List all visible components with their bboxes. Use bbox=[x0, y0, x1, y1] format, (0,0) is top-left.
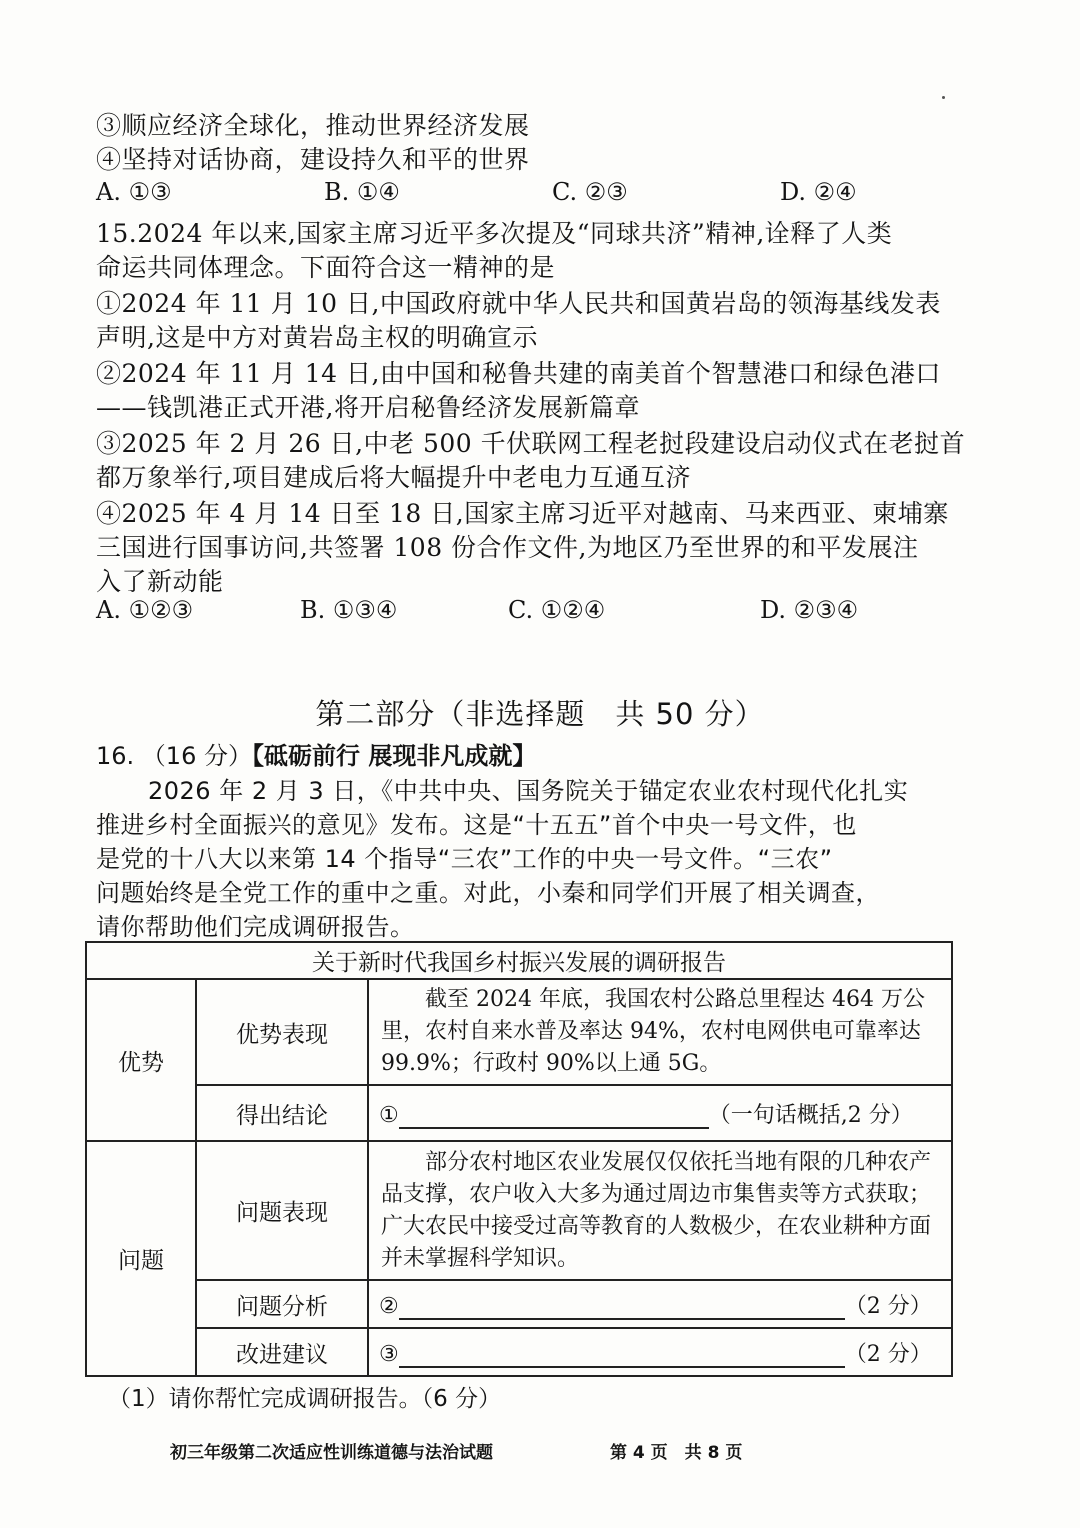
q15-stem-line-1: 15.2024 年以来,国家主席习近平多次提及“同球共济”精神,诠释了人类 bbox=[96, 219, 893, 248]
blank-note-2: （2 分） bbox=[844, 1293, 932, 1319]
q15-item-4-line-3: 入了新动能 bbox=[96, 567, 224, 596]
answer-blank-2[interactable] bbox=[399, 1296, 845, 1320]
q15-stem-line-2: 命运共同体理念。下面符合这一精神的是 bbox=[96, 253, 556, 282]
q15-option-d[interactable]: D. ②③④ bbox=[760, 596, 859, 624]
q15-item-3-line-2: 都万象举行,项目建成后将大幅提升中老电力互通互济 bbox=[96, 463, 691, 492]
q15-item-2-line-1: ②2024 年 11 月 14 日,由中国和秘鲁共建的南美首个智慧港口和绿色港口 bbox=[96, 359, 941, 388]
footer-page-number: 第 4 页 共 8 页 bbox=[610, 1443, 743, 1463]
q15-item-1-line-1: ①2024 年 11 月 10 日,中国政府就中华人民共和国黄岩岛的领海基线发表 bbox=[96, 289, 941, 318]
advantage-performance-content bbox=[368, 979, 952, 1085]
q14-option-b[interactable]: B. ①④ bbox=[324, 178, 400, 206]
q14-option-c[interactable]: C. ②③ bbox=[552, 178, 628, 206]
q15-item-2-line-2: ——钱凯港正式开港,将开启秘鲁经济发展新篇章 bbox=[96, 393, 640, 422]
problem-performance-content bbox=[368, 1141, 952, 1280]
q16-title: 【砥砺前行 展现非凡成就】 bbox=[251, 742, 537, 770]
q15-option-b[interactable]: B. ①③④ bbox=[300, 596, 398, 624]
label-conclusion: 得出结论 bbox=[196, 1085, 368, 1141]
q15-item-4-line-2: 三国进行国事访问,共签署 108 份合作文件,为地区乃至世界的和平发展注 bbox=[96, 533, 919, 562]
q14-option-d[interactable]: D. ②④ bbox=[780, 178, 857, 206]
q14-item-3: ③顺应经济全球化，推动世界经济发展 bbox=[96, 111, 530, 140]
label-problem-performance: 问题表现 bbox=[196, 1141, 368, 1280]
part-two-heading: 第二部分（非选择题 共 50 分） bbox=[315, 697, 765, 731]
label-improvement: 改进建议 bbox=[196, 1328, 368, 1376]
label-problem-analysis: 问题分析 bbox=[196, 1280, 368, 1328]
q16-paragraph-line-3: 是党的十八大以来第 14 个指导“三农”工作的中央一号文件。“三农” bbox=[96, 845, 833, 873]
q15-option-c[interactable]: C. ①②④ bbox=[508, 596, 606, 624]
q15-option-a[interactable]: A. ①②③ bbox=[96, 596, 194, 624]
blank-note-1: （一句话概括,2 分） bbox=[708, 1102, 913, 1128]
q15-item-1-line-2: 声明,这是中方对黄岩岛主权的明确宣示 bbox=[96, 323, 538, 352]
advantage-performance-text: 截至 2024 年底，我国农村公路总里程达 464 万公里，农村自来水普及率达 94%，农村电网供电可靠率达 99.9%；行政村 90%以上通 5G。 bbox=[381, 987, 925, 1076]
conclusion-answer-row bbox=[368, 1085, 952, 1141]
problem-performance-text: 部分农村地区农业发展仅仅依托当地有限的几种农产品支撑，农户收入大多为通过周边市集售卖等方式获取；广大农民中接受过高等教育的人数极少，在农业耕种方面并未掌握科学知识。 bbox=[381, 1149, 932, 1271]
footer-exam-title: 初三年级第二次适应性训练道德与法治试题 bbox=[170, 1443, 493, 1463]
q16-paragraph-line-4: 问题始终是全党工作的重中之重。对此，小秦和同学们开展了相关调查， bbox=[96, 879, 880, 907]
q16-number: 16. （16 分） bbox=[96, 742, 252, 770]
blank-marker-3: ③ bbox=[379, 1341, 399, 1367]
q16-paragraph-line-2: 推进乡村全面振兴的意见》发布。这是“十五五”首个中央一号文件，也 bbox=[96, 811, 857, 839]
q16-subquestion-1: （1）请你帮忙完成调研报告。（6 分） bbox=[108, 1386, 502, 1412]
report-title: 关于新时代我国乡村振兴发展的调研报告 bbox=[86, 942, 952, 979]
category-advantage: 优势 bbox=[86, 979, 196, 1141]
label-advantage-performance: 优势表现 bbox=[196, 979, 368, 1085]
answer-blank-1[interactable] bbox=[399, 1105, 709, 1129]
improvement-answer-row bbox=[368, 1328, 952, 1376]
q16-paragraph-line-5: 请你帮助他们完成调研报告。 bbox=[96, 913, 415, 941]
blank-marker-2: ② bbox=[379, 1293, 399, 1319]
q15-item-4-line-1: ④2025 年 4 月 14 日至 18 日,国家主席习近平对越南、马来西亚、柬埔寨 bbox=[96, 499, 949, 528]
problem-analysis-answer-row bbox=[368, 1280, 952, 1328]
scan-speck bbox=[942, 96, 945, 99]
blank-note-3: （2 分） bbox=[844, 1341, 932, 1367]
answer-blank-3[interactable] bbox=[399, 1344, 845, 1368]
q14-option-a[interactable]: A. ①③ bbox=[96, 178, 172, 206]
q15-item-3-line-1: ③2025 年 2 月 26 日,中老 500 千伏联网工程老挝段建设启动仪式在老挝首 bbox=[96, 429, 966, 458]
q16-header bbox=[96, 736, 536, 771]
research-report-table bbox=[85, 941, 953, 1377]
category-problem: 问题 bbox=[86, 1141, 196, 1376]
q14-item-4: ④坚持对话协商，建设持久和平的世界 bbox=[96, 145, 530, 174]
blank-marker-1: ① bbox=[379, 1102, 399, 1128]
q16-paragraph-line-1: 2026 年 2 月 3 日，《中共中央、国务院关于锚定农业农村现代化扎实 bbox=[148, 777, 909, 805]
